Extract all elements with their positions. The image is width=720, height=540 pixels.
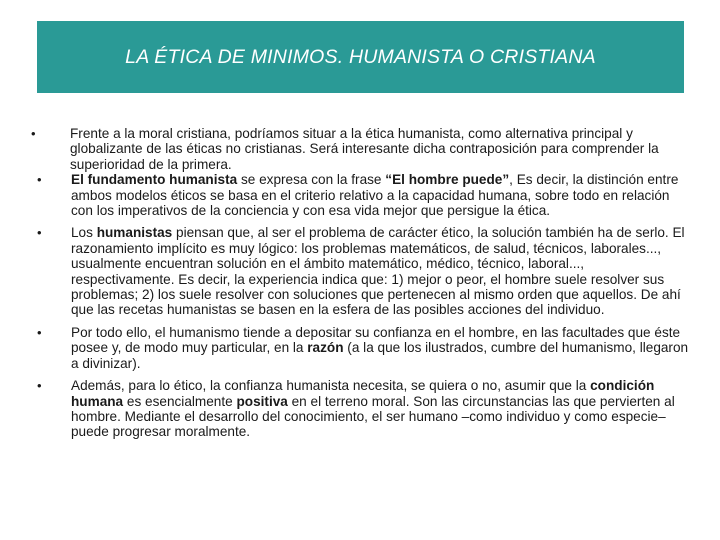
main-bullet: • [31,126,36,141]
item-text: es esencialmente [123,393,237,409]
item-text: , Es decir, la distinción entre ambos modelos éticos se basa en el criterio relativo a la capacidad humana, sobre todo en relación con los imperativos de la conciencia y con esa vida mejor que persigue la ética. [71,172,679,219]
sub-bullet: • [37,324,42,340]
list-item-razon [10,325,690,371]
list-item-condicion [10,378,690,440]
bold-term: condición humana [71,378,655,409]
sub-bullet: • [37,225,42,241]
item-text: (a la que los ilustrados, cumbre del humanismo, llegaron a divinizar). [71,340,689,371]
list-item-humanistas [10,225,690,317]
item-text: en el terreno moral. Son las circunstancias las que pervierten al hombre. Mediante el desarrollo del conocimiento, el ser humano –como individuo y como especie– puede progresar moralmente. [71,393,675,440]
item-text: Los [71,225,97,241]
slide-title: LA ÉTICA DE MINIMOS. HUMANISTA O CRISTIANA [125,45,596,68]
item-text: piensan que, al ser el problema de carácter ético, la solución también ha de serlo. El razonamiento implícito es muy lógico: los problemas matemáticos, de salud, técnicos, laborales..., usualmente encuentran solución en el ámbito matemático, médico, técnico, laboral..., respectivamente. Es decir, la experiencia indica que: 1) mejor o peor, el hombre suele resolver sus problemas; 2) los suele resolver con soluciones que pertenecen al mismo orden que aquellos. De ahí que las recetas humanistas se basen en la esfera de las posibles acciones del individuo. [71,225,685,318]
sub-bullet-list [37,172,690,440]
item-text: se expresa con la frase [237,172,386,188]
sub-bullet: • [37,172,42,188]
item-text: Por todo ello, el humanismo tiende a depositar su confianza en el hombre, en las facultades que éste posee y, de modo muy particular, en la [71,324,681,356]
intro-text: Frente a la moral cristiana, podríamos situar a la ética humanista, como alternativa principal y globalizante de las éticas no cristianas. Será interesante dicha contraposición para comprender la superioridad de la primera. [70,126,659,172]
bold-term: humanistas [96,225,173,241]
list-item-fundamento [10,172,690,218]
item-text: Además, para lo ético, la confianza humanista necesita, se quiera o no, asumir que la [71,378,591,394]
bold-term: “El hombre puede” [385,172,510,188]
bold-term: El fundamento humanista [71,172,238,188]
main-paragraph [37,126,690,440]
sub-bullet: • [37,378,42,394]
title-banner [37,21,684,93]
bold-term: positiva [236,393,288,409]
bold-term: razón [307,340,344,356]
